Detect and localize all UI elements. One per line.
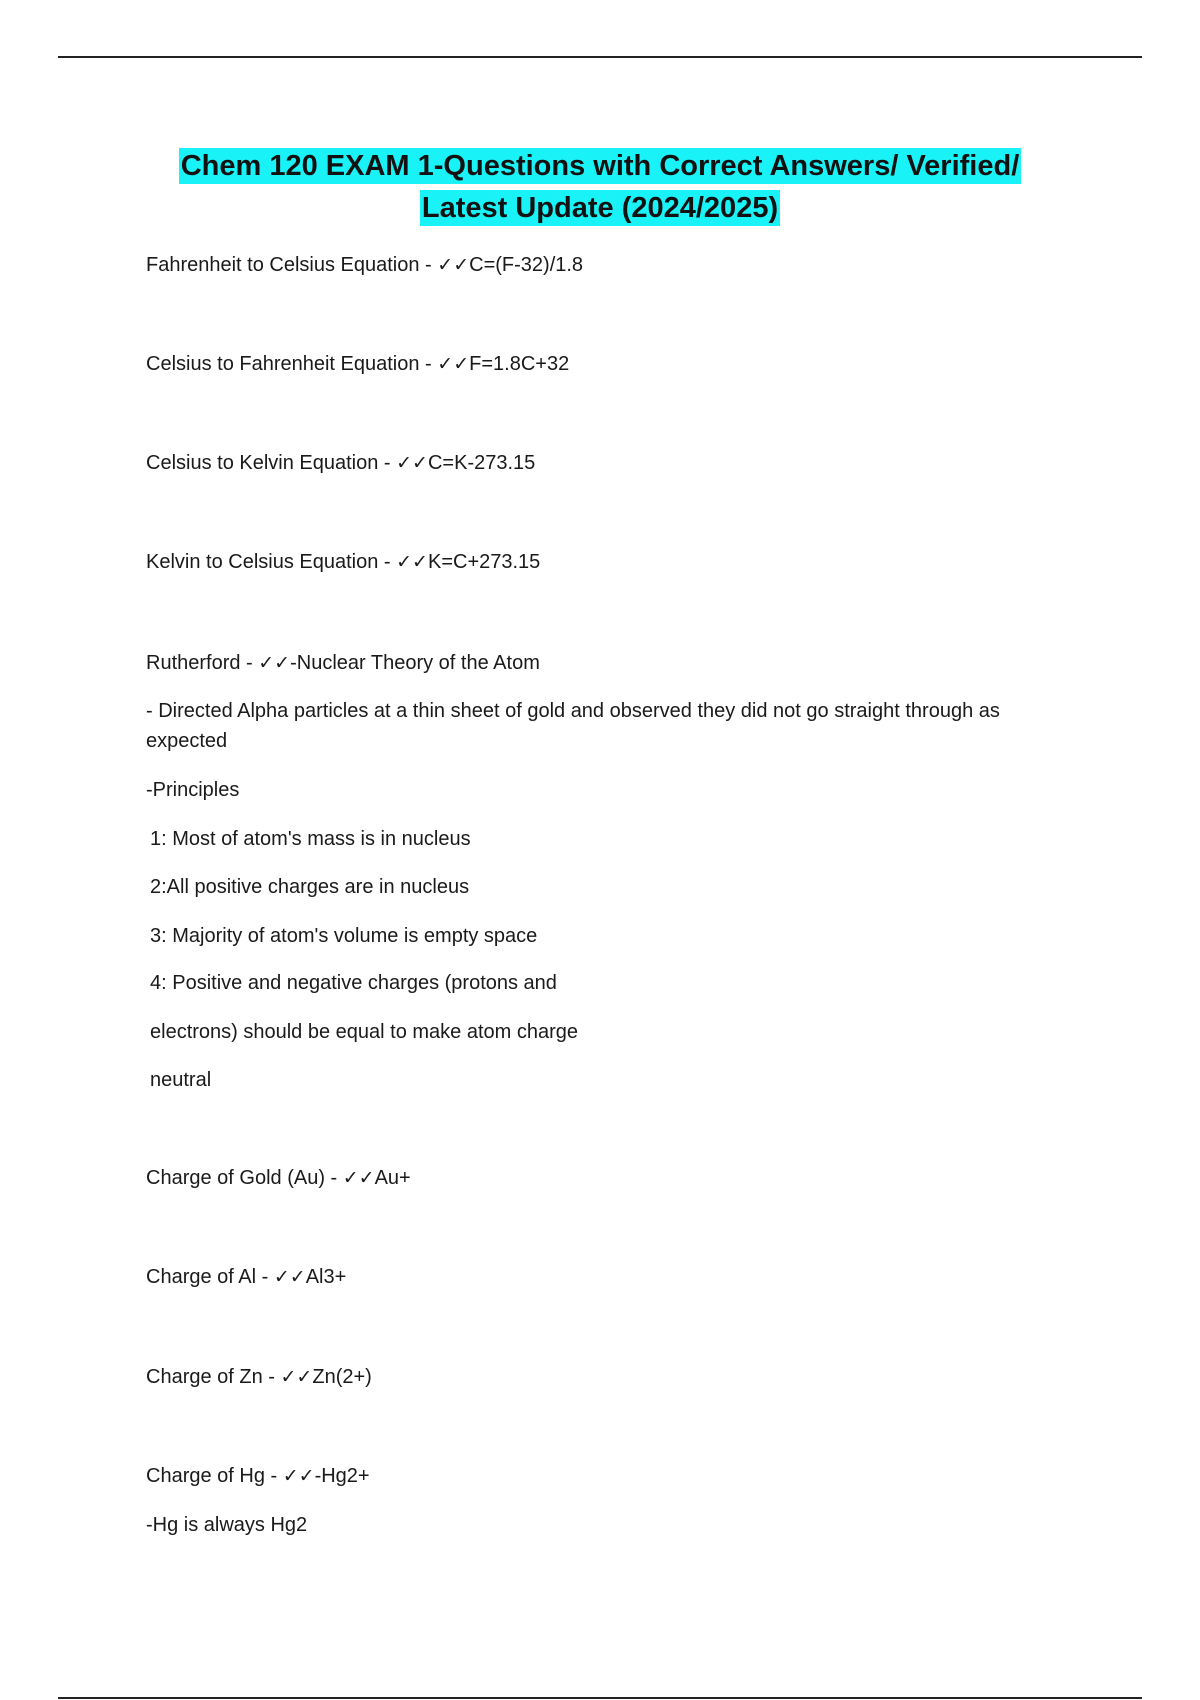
double-check-icon: ✓✓ <box>437 353 470 375</box>
qa-entry-charge-of-gold <box>146 1165 411 1191</box>
rutherford-principle-4-cont: electrons) should be equal to make atom charge <box>150 1021 579 1043</box>
rutherford-principle-4-end: neutral <box>150 1069 212 1091</box>
answer-text: Al3+ <box>305 1266 347 1288</box>
qa-entry-kelvin-to-celsius <box>146 549 540 575</box>
rutherford-principle-4: 4: Positive and negative charges (protons and <box>150 972 557 994</box>
answer-text: C=(F-32)/1.8 <box>469 254 584 276</box>
answer-text: -Hg2+ <box>314 1465 370 1487</box>
qa-entry-celsius-to-fahrenheit <box>146 351 569 377</box>
double-check-icon: ✓✓ <box>273 1266 306 1288</box>
title-line-2: Latest Update (2024/2025) <box>421 192 779 224</box>
question-text: Rutherford - <box>146 652 259 674</box>
rutherford-detail-experiment: - Directed Alpha particles at a thin sheet of gold and observed they did not go straight through as expected <box>146 700 1000 752</box>
double-check-icon: ✓✓ <box>342 1167 375 1189</box>
double-check-icon: ✓✓ <box>396 551 428 573</box>
qa-entry-charge-of-zn <box>146 1364 372 1390</box>
double-check-icon: ✓✓ <box>437 254 470 276</box>
qa-entry-charge-of-al <box>146 1264 346 1290</box>
bottom-rule <box>58 1697 1142 1699</box>
answer-text: C=K-273.15 <box>427 452 536 474</box>
double-check-icon: ✓✓ <box>258 652 291 674</box>
answer-text: Au+ <box>374 1167 411 1189</box>
double-check-icon: ✓✓ <box>396 452 428 474</box>
rutherford-detail-principles: -Principles <box>146 779 240 801</box>
qa-entry-fahrenheit-to-celsius <box>146 252 583 278</box>
title-line-1: Chem 120 EXAM 1-Questions with Correct Answers/ Verified/ <box>180 150 1020 182</box>
answer-text: F=1.8C+32 <box>469 353 570 375</box>
answer-text: Zn(2+) <box>312 1366 372 1388</box>
double-check-icon: ✓✓ <box>280 1366 313 1388</box>
question-text: Charge of Gold (Au) - <box>146 1167 343 1189</box>
question-text: Fahrenheit to Celsius Equation - <box>146 254 438 276</box>
question-text: Kelvin to Celsius Equation - <box>146 551 397 573</box>
rutherford-principle-1: 1: Most of atom's mass is in nucleus <box>150 828 471 850</box>
qa-entry-rutherford <box>146 650 540 676</box>
answer-text: -Nuclear Theory of the Atom <box>290 652 540 674</box>
document-title <box>0 145 1200 229</box>
question-text: Celsius to Kelvin Equation - <box>146 452 397 474</box>
question-text: Charge of Zn - <box>146 1366 281 1388</box>
question-text: Celsius to Fahrenheit Equation - <box>146 353 438 375</box>
top-rule <box>58 56 1142 58</box>
answer-text: K=C+273.15 <box>427 551 541 573</box>
qa-entry-celsius-to-kelvin <box>146 450 535 476</box>
rutherford-principle-2: 2:All positive charges are in nucleus <box>150 876 470 898</box>
question-text: Charge of Al - <box>146 1266 274 1288</box>
hg-note: -Hg is always Hg2 <box>146 1514 308 1536</box>
double-check-icon: ✓✓ <box>282 1465 315 1487</box>
question-text: Charge of Hg - <box>146 1465 283 1487</box>
rutherford-principle-3: 3: Majority of atom's volume is empty space <box>150 925 538 947</box>
qa-entry-charge-of-hg <box>146 1463 370 1489</box>
